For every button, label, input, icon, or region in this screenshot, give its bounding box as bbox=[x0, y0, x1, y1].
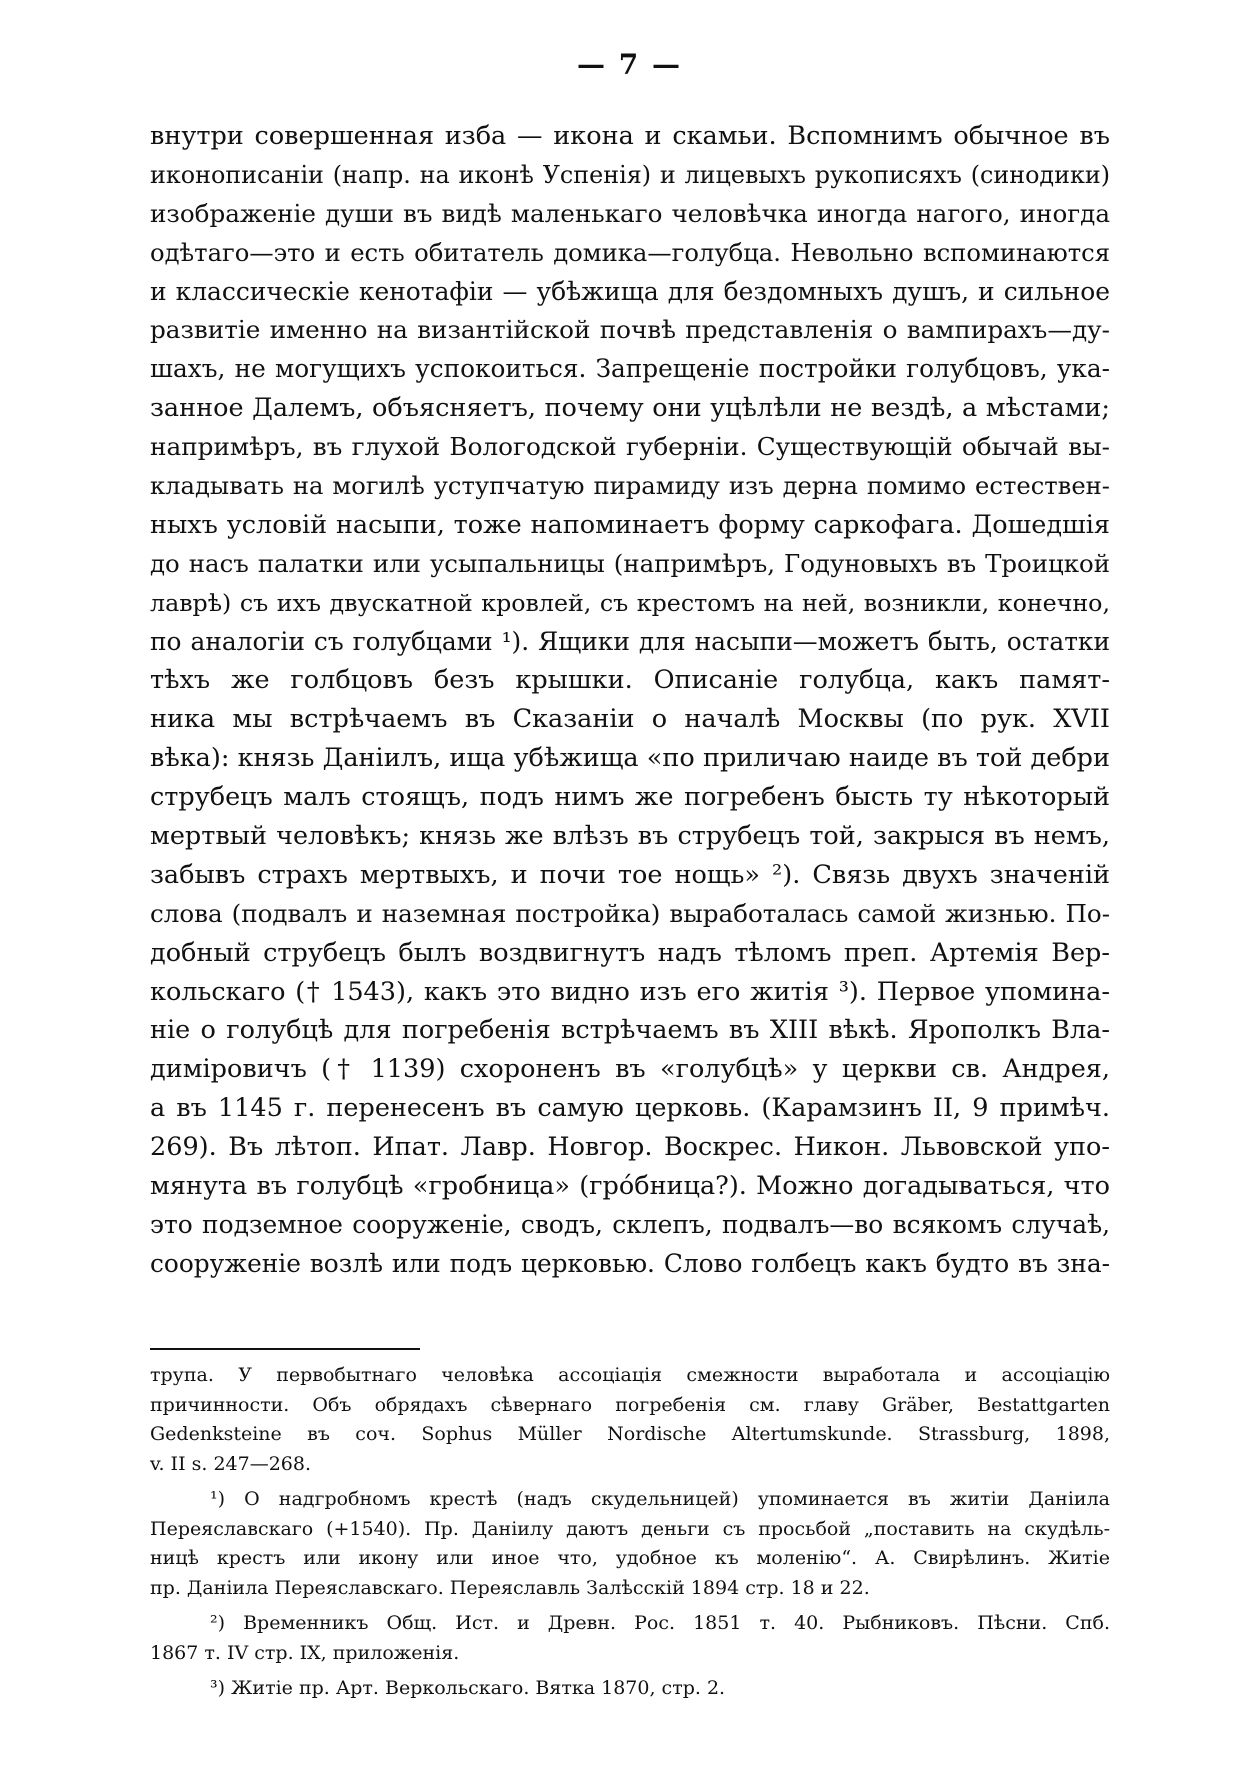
text-line: ніе о голубцѣ для погребенія встрѣчаемъ въ XIII вѣкѣ. Ярополкъ Вла- bbox=[150, 1015, 1110, 1046]
footnote-continuation bbox=[150, 1361, 1110, 1479]
text-line: внутри совершенная изба — икона и скамьи. Вспомнимъ обычное въ bbox=[150, 121, 1110, 151]
text-line: слова (подвалъ и наземная постройка) выработалась самой жизнью. По- bbox=[150, 898, 1110, 928]
text-line: кольскаго († 1543), какъ это видно изъ его житія ³). Первое упомина- bbox=[150, 976, 1110, 1007]
footnote-line: ницѣ крестъ или икону или иное что, удобное къ моленію“. А. Свирѣлинъ. Житіе bbox=[150, 1547, 1110, 1569]
text-line: мертвый человѣкъ; князь же влѣзъ въ струбецъ той, закрыся въ немъ, bbox=[150, 821, 1110, 852]
text-line: забывъ страхъ мертвыхъ, и почи тое нощь» ²). Связь двухъ значеній bbox=[150, 859, 1110, 890]
text-line: а въ 1145 г. перенесенъ въ самую церковь. (Карамзинъ II, 9 примѣч. bbox=[150, 1093, 1110, 1124]
main-text bbox=[150, 117, 1110, 1284]
text-line: по аналогіи съ голубцами ¹). Ящики для насыпи—можетъ быть, остатки bbox=[150, 626, 1110, 656]
footnote-line: пр. Даніила Переяславскаго. Переяславль Залѣсскій 1894 стр. 18 и 22. bbox=[150, 1576, 870, 1599]
footnote-line: ²) Временникъ Общ. Ист. и Древн. Рос. 1851 т. 40. Рыбниковъ. Пѣсни. Спб. bbox=[210, 1612, 1110, 1634]
footnotes bbox=[150, 1361, 1110, 1704]
footnote-3 bbox=[150, 1674, 1110, 1704]
text-line: 269). Въ лѣтоп. Ипат. Лавр. Новгор. Воскрес. Никон. Львовской упо- bbox=[150, 1132, 1110, 1163]
text-line: иконописаніи (напр. на иконѣ Успенія) и лицевыхъ рукописяхъ (синодики) bbox=[150, 160, 1110, 189]
text-line: напримѣръ, въ глухой Вологодской губерніи. Существующій обычай вы- bbox=[150, 432, 1110, 462]
text-line: это подземное сооруженіе, сводъ, склепъ, подвалъ—во всякомъ случаѣ, bbox=[150, 1209, 1110, 1239]
text-line: изображеніе души въ видѣ маленькаго человѣчка иногда нагого, иногда bbox=[150, 198, 1110, 228]
text-line: ныхъ условій насыпи, тоже напоминаетъ форму саркофага. Дошедшія bbox=[150, 509, 1110, 540]
text-line: добный струбецъ былъ воздвигнутъ надъ тѣломъ преп. Артемія Вер- bbox=[150, 937, 1110, 968]
footnote-line: Переяславскаго (+1540). Пр. Даніилу даютъ деньги съ просьбой „поставить на скудѣль- bbox=[150, 1517, 1110, 1540]
footnote-line: ¹) О надгробномъ крестѣ (надъ скудельницей) упоминается въ житіи Даніила bbox=[210, 1488, 1110, 1510]
footnote-line: трупа. У первобытнаго человѣка ассоціація смежности выработала и ассоціацію bbox=[150, 1364, 1110, 1386]
footnote-line: v. II s. 247—268. bbox=[150, 1452, 312, 1475]
text-line: одѣтаго—это и есть обитатель домика—голубца. Невольно вспоминаются bbox=[150, 237, 1110, 267]
text-line: мянута въ голубцѣ «гробница» (гро́бница?). Можно догадываться, что bbox=[150, 1171, 1110, 1202]
text-line: занное Далемъ, объясняетъ, почему они уцѣлѣли не вездѣ, а мѣстами; bbox=[150, 393, 1110, 424]
footnote-line: Gedenksteine въ соч. Sophus Müller Nordische Altertumskunde. Strassburg, 1898, bbox=[150, 1423, 1110, 1445]
text-line: лаврѣ) съ ихъ двускатной кровлей, съ крестомъ на ней, возникли, конечно, bbox=[150, 588, 1110, 617]
footnote-divider bbox=[150, 1348, 420, 1350]
footnote-2 bbox=[150, 1609, 1110, 1668]
text-line: кладывать на могилѣ уступчатую пирамиду изъ дерна помимо естествен- bbox=[150, 471, 1110, 501]
text-line: вѣка): князь Даніилъ, ища убѣжища «по приличаю наиде въ той дебри bbox=[150, 743, 1110, 774]
text-line: до насъ палатки или усыпальницы (напримѣръ, Годуновыхъ въ Троицкой bbox=[150, 548, 1110, 578]
text-line: ника мы встрѣчаемъ въ Сказаніи о началѣ Москвы (по рук. XVII bbox=[150, 704, 1110, 735]
footnote-line: ³) Житіе пр. Арт. Веркольскаго. Вятка 1870, стр. 2. bbox=[210, 1677, 726, 1699]
footnote-line: причинности. Объ обрядахъ сѣвернаго погребенія см. главу Gräber, Bestattgarten bbox=[150, 1393, 1110, 1416]
text-line: сооруженіе возлѣ или подъ церковью. Слово голбецъ какъ будто въ зна- bbox=[150, 1248, 1110, 1278]
text-line: струбецъ малъ стоящъ, подъ нимъ же погребенъ бысть ту нѣкоторый bbox=[150, 782, 1110, 813]
footnote-line: 1867 т. IV стр. IX, приложенія. bbox=[150, 1641, 460, 1664]
footnote-1 bbox=[150, 1485, 1110, 1603]
text-line: и классическіе кенотафіи — убѣжища для бездомныхъ душъ, и сильное bbox=[150, 276, 1110, 306]
text-line: диміровичъ († 1139) схороненъ въ «голубцѣ» у церкви св. Андрея, bbox=[150, 1054, 1110, 1085]
page-number: — 7 — bbox=[577, 48, 682, 81]
text-line: развитіе именно на византійской почвѣ представленія о вампирахъ—ду- bbox=[150, 315, 1110, 345]
text-line: шахъ, не могущихъ успокоиться. Запрещеніе постройки голубцовъ, ука- bbox=[150, 354, 1110, 384]
text-line: тѣхъ же голбцовъ безъ крышки. Описаніе голубца, какъ памят- bbox=[150, 665, 1110, 696]
